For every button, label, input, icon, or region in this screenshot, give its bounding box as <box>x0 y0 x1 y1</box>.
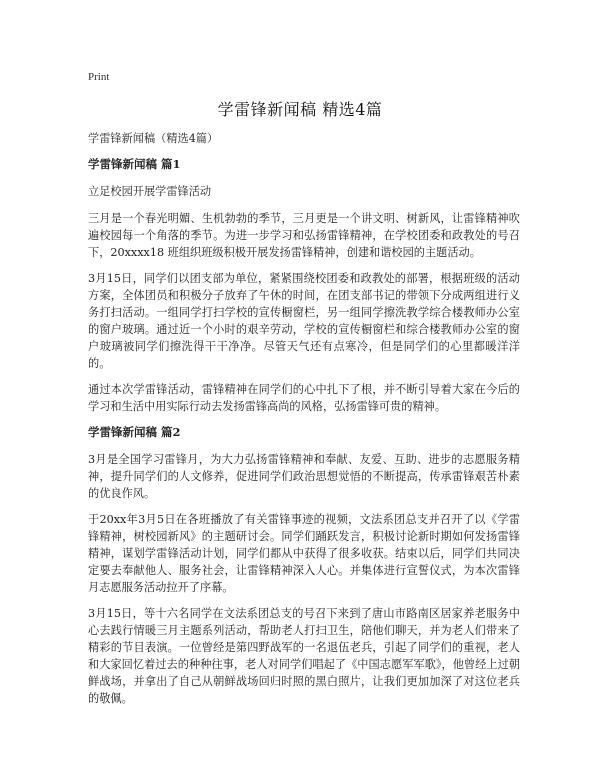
paragraph: 3月是全国学习雷锋月，为大力弘扬雷锋精神和奉献、友爱、互助、进步的志愿服务精神，提升同学们的人文修养，促进同学们政治思想觉悟的不断提高，传承雷锋艰苦朴素的优良作风。 <box>88 453 520 500</box>
article-body <box>88 130 520 716</box>
section-heading-1: 学雷锋新闻稿 篇1 <box>88 157 181 171</box>
paragraph: 于20xx年3月5日在各班播放了有关雷锋事迹的视频，文法系团总支并召开了以《学雷锋精神，树校园新风》的主题研讨会。同学们踊跃发言，积极讨论新时期如何发扬雷锋精神，谋划学雷锋活动计划，同学们都从中获得了很多收获。结束以后，同学们共同决定要去奉献他人、服务社会，让雷锋精神深入人心。并集体进行宣誓仪式，为本次雷锋月志愿服务活动拉开了序幕。 <box>88 513 520 594</box>
paragraph: 三月是一个春光明媚、生机勃勃的季节，三月更是一个讲文明、树新风，让雷锋精神吹遍校园每一个角落的季节。为进一步学习和弘扬雷锋精神，在学校团委和政教处的号召下，20xxxx18 班组织班级积极开展发扬雷锋精神，创建和谐校园的主题活动。 <box>88 212 520 259</box>
paragraph: 3月15日，同学们以团支部为单位，紧紧围绕校团委和政教处的部署，根据班级的活动方案，全体团员和积极分子放弃了午休的时间，在团支部书记的带领下分成两组进行义务打扫活动。一组同学打扫学校的宣传橱窗栏，另一组同学擦洗教学综合楼教师办公室的窗户玻璃。通过近一个小时的艰辛劳动，学校的宣传橱窗栏和综合楼教师办公室的窗户玻璃被同学们擦洗得干干净净。尽管天气还有点寒冷，但是同学们的心里都暖洋洋的。 <box>88 272 520 370</box>
article-subtitle: 学雷锋新闻稿（精选4篇） <box>88 132 219 145</box>
print-label: Print <box>88 71 110 83</box>
paragraph: 3月15日，等十六名同学在文法系团总支的号召下来到了唐山市路南区居家养老服务中心去践行情暖三月主题系列活动，帮助老人打扫卫生，陪他们聊天，并为老人们带来了精彩的节目表演。一位曾经是第四野战军的一名退伍老兵，引起了同学们的重视，老人和大家回忆着过去的种种往事，老人对同学们唱起了《中国志愿军军歌》，他曾经上过朝鲜战场，并拿出了自己从朝鲜战场回归时照的黑白照片，让我们更加加深了对这位老兵的敬佩。 <box>88 607 520 705</box>
page-title: 学雷锋新闻稿 精选4篇 <box>217 100 383 119</box>
section-lead-1: 立足校园开展学雷锋活动 <box>88 185 212 198</box>
section-heading-2: 学雷锋新闻稿 篇2 <box>88 425 181 439</box>
paragraph: 通过本次学雷锋活动，雷锋精神在同学们的心中扎下了根，并不断引导着大家在今后的学习和生活中用实际行动去发扬雷锋高尚的风格，弘扬雷锋可贵的精神。 <box>88 383 520 413</box>
